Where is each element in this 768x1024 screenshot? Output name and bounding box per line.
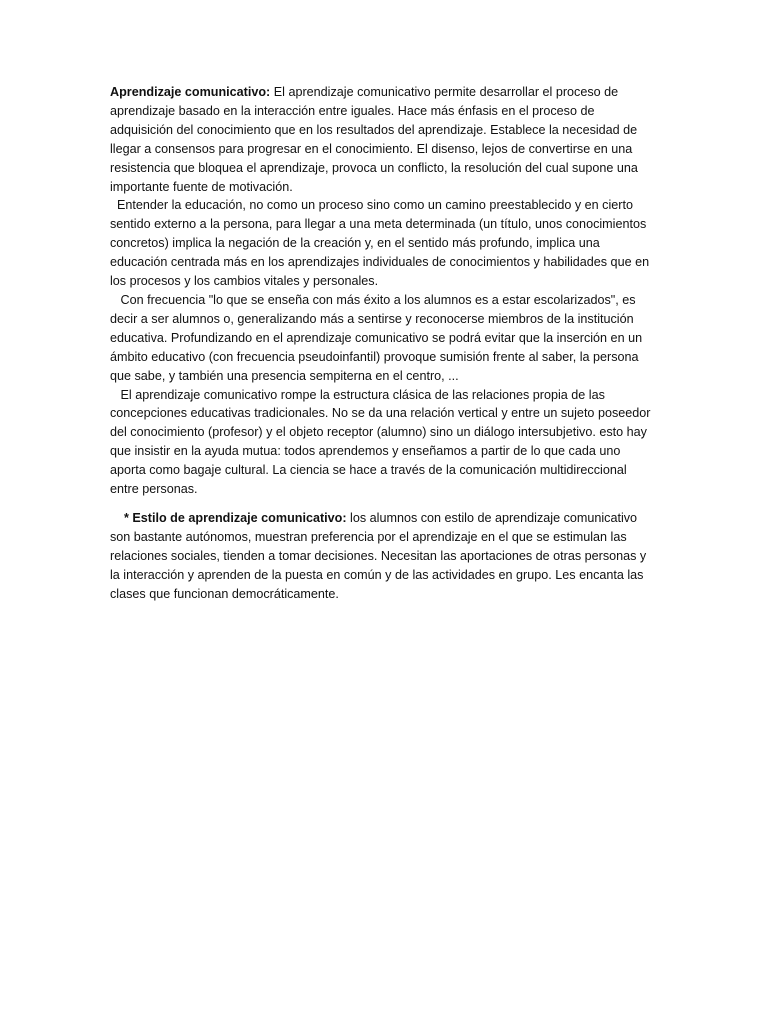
paragraph-education: Entender la educación, no como un proceso sino como un camino preestablecido y en cierto sentido externo a la persona, para llegar a una meta determinada (un título, unos conocimientos concretos) implica la negación de la creación y, en el sentido más profundo, implica una educación centrada más en los aprendizajes individuales de conocimientos y habilidades que en los procesos y los cambios vitales y personales. bbox=[110, 198, 650, 289]
paragraph-definition bbox=[110, 83, 658, 196]
document-body bbox=[110, 83, 658, 603]
definition-text: El aprendizaje comunicativo permite desarrollar el proceso de aprendizaje basado en la interacción entre iguales. Hace más énfasis en el proceso de adquisición del conocimiento que en los resultados del aprendizaje. Establece la necesidad de llegar a consensos para progresar en el conocimiento. El disenso, lejos de convertirse en una resistencia que bloquea el aprendizaje, provoca un conflicto, la resolución del cual supone una importante fuente de motivación. bbox=[110, 85, 638, 194]
paragraph-structure: El aprendizaje comunicativo rompe la estructura clásica de las relaciones propia de las concepciones educativas tradicionales. No se da una relación vertical y entre un sujeto poseedor del conocimiento (profesor) y el objeto receptor (alumno) sino un diálogo intersubjetivo. esto hay que insistir en la ayuda mutua: todos aprendemos y enseñamos a partir de lo que cada uno aporta como bagaje cultural. La ciencia se hace a través de la comunicación multidireccional entre personas. bbox=[110, 387, 651, 497]
definition-heading: Aprendizaje comunicativo: bbox=[110, 85, 271, 99]
style-heading: * Estilo de aprendizaje comunicativo: bbox=[110, 510, 347, 525]
style-text: los alumnos con estilo de aprendizaje comunicativo son bastante autónomos, muestran preferencia por el aprendizaje en el que se estimulan las relaciones sociales, tienden a tomar decisiones. Necesitan las aportaciones de otras personas y la interacción y aprenden de la puesta en común y de las actividades en grupo. Les encanta las clases que funcionan democráticamente. bbox=[110, 510, 647, 601]
paragraph-frequency: Con frecuencia "lo que se enseña con más éxito a los alumnos es a estar escolarizados", es decir a ser alumnos o, generalizando más a sentirse y reconocerse miembros de la institución educativa. Profundizando en el aprendizaje comunicativo se podrá evitar que la inserción en un ámbito educativo (con frecuencia pseudoinfantil) provoque sumisión frente al saber, la persona que sabe, y también una presencia sempiterna en el centro, ... bbox=[110, 292, 643, 383]
paragraph-style bbox=[110, 509, 658, 604]
